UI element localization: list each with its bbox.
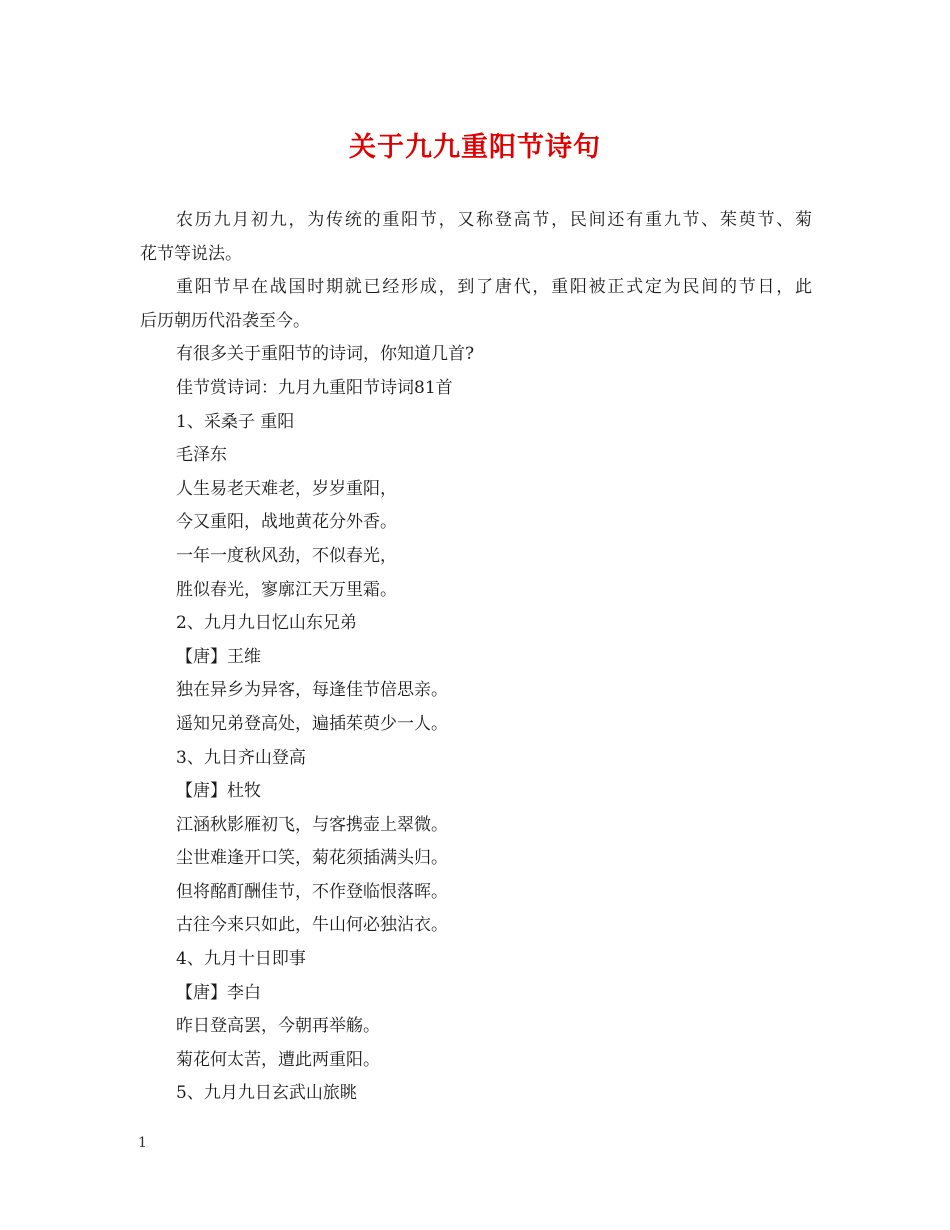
text-line: 胜似春光，寥廓江天万里霜。	[176, 579, 397, 600]
text-line: 1、采桑子 重阳	[176, 411, 295, 432]
text-line: 有很多关于重阳节的诗词，你知道几首?	[176, 344, 475, 365]
text-line: 3、九日齐山登高	[176, 747, 306, 768]
text-line: 4、九月十日即事	[176, 949, 306, 970]
text-line: 一年一度秋风劲，不似春光，	[176, 545, 397, 566]
text-line: 古往今来只如此，牛山何必独沾衣。	[176, 915, 448, 936]
text-line: 遥知兄弟登高处，遍插茱萸少一人。	[176, 713, 448, 734]
text-line: 【唐】杜牧	[176, 781, 261, 802]
text-line: 独在异乡为异客，每逢佳节倍思亲。	[176, 680, 448, 701]
text-line: 重阳节早在战国时期就已经形成，到了唐代，重阳被正式定为民间的节日，此	[176, 277, 812, 298]
text-line: 【唐】李白	[176, 982, 261, 1003]
text-line: 农历九月初九，为传统的重阳节，又称登高节，民间还有重九节、茱萸节、菊	[176, 210, 812, 230]
text-line: 菊花何太苦，遭此两重阳。	[176, 1049, 380, 1070]
document-title: 关于九九重阳节诗句	[349, 132, 601, 163]
document-body	[140, 204, 812, 1111]
text-line: 2、九月九日忆山东兄弟	[176, 613, 357, 634]
text-line: 江涵秋影雁初飞，与客携壶上翠微。	[176, 814, 448, 835]
text-line: 尘世难逢开口笑，菊花须插满头归。	[176, 848, 448, 869]
text-line: 5、九月九日玄武山旅眺	[176, 1083, 357, 1104]
text-line: 昨日登高罢，今朝再举觞。	[176, 1016, 380, 1037]
text-line: 人生易老天难老，岁岁重阳，	[176, 478, 397, 499]
text-line: 后历朝历代沿袭至今。	[140, 310, 310, 331]
text-line: 今又重阳，战地黄花分外香。	[176, 512, 397, 533]
text-line: 【唐】王维	[176, 646, 261, 667]
page-number: 1	[138, 1135, 147, 1151]
text-line: 毛泽东	[176, 445, 227, 466]
text-line: 花节等说法。	[140, 243, 242, 264]
text-line: 佳节赏诗词：九月九重阳节诗词81首	[176, 377, 453, 398]
text-line: 但将酩酊酬佳节，不作登临恨落晖。	[176, 881, 448, 902]
